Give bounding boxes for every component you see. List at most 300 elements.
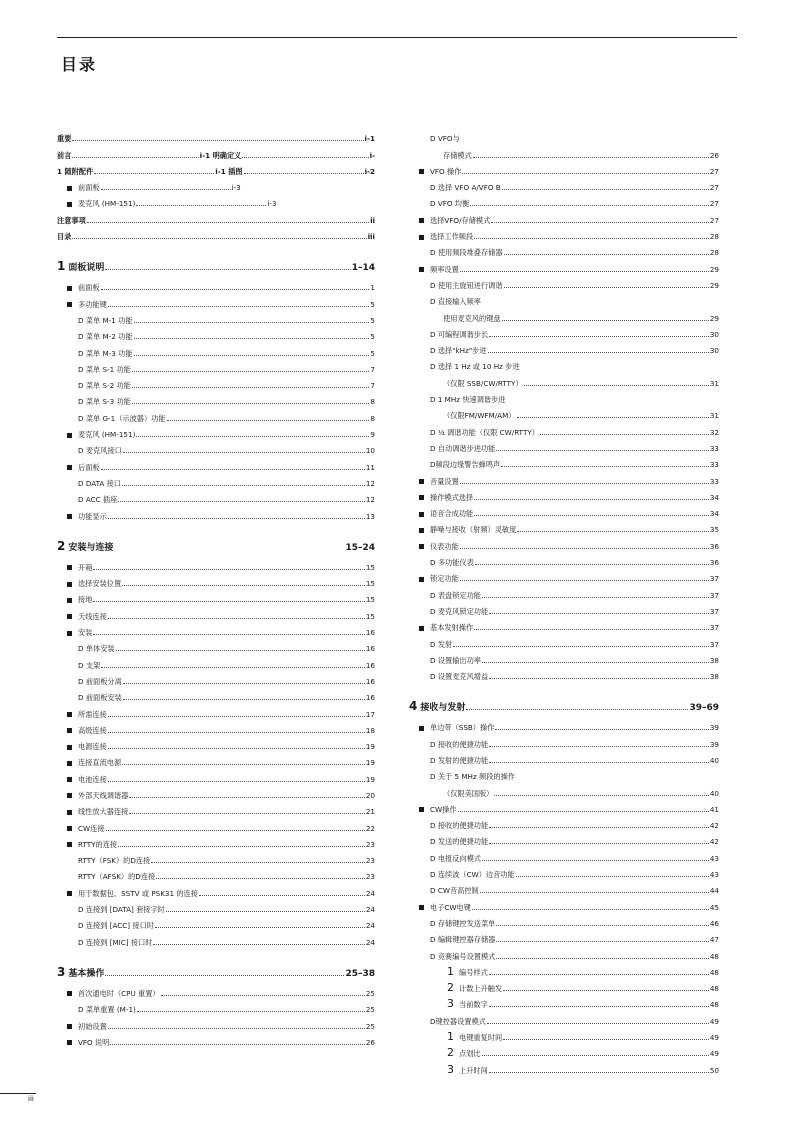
toc-entry[interactable] [57,160,375,176]
entry-title [67,463,100,472]
toc-entry[interactable] [409,665,719,681]
section-spacer [57,241,375,249]
entry-text: D 选择 VFO A/VFO B [430,183,501,193]
entry-page: 26 [365,1037,375,1047]
toc-entry[interactable] [57,406,375,422]
toc-entry[interactable] [409,798,719,814]
toc-entry[interactable] [409,306,719,322]
entry-page: 25 [365,1021,375,1031]
square-bullet-icon [419,544,424,549]
entry-page: 37 [709,574,719,584]
entry-text: VFO 说明 [78,1037,110,1047]
toc-entry[interactable] [409,632,719,648]
leader-dots [503,1039,709,1040]
entry-text: D 设置输出功率 [430,655,481,665]
entry-title [430,281,503,290]
entry-title [419,623,473,632]
toc-entry[interactable] [57,751,375,767]
entry-text: D 支架 [78,660,101,670]
leader-dots [489,827,709,828]
leader-dots [482,662,709,663]
toc-entry[interactable] [57,930,375,946]
toc-section-heading[interactable] [409,689,719,716]
entry-text: 功能显示 [78,511,107,521]
entry-text: 连接直流电源 [78,758,122,768]
toc-entry[interactable] [57,1014,375,1030]
toc-entry[interactable] [57,998,375,1014]
square-bullet-icon [67,842,72,847]
toc-entry[interactable] [57,982,375,998]
leader-dots [244,173,364,174]
toc-entry[interactable] [57,1031,375,1047]
leader-dots [134,355,370,356]
entry-text: 选择安装位置 [78,579,122,589]
toc-entry[interactable] [57,735,375,751]
entry-page: 22 [365,823,375,833]
toc-entry[interactable] [409,944,719,960]
square-bullet-icon [67,728,72,733]
entry-page: 40 [709,755,719,765]
toc-entry[interactable] [409,781,719,797]
entry-text: 所需连接 [78,709,107,719]
toc-entry[interactable] [409,453,719,469]
toc-entry[interactable] [57,865,375,881]
section-title-text: 面板说明 [68,263,105,274]
entry-title [430,558,474,567]
entry-text: D 菜单 S-2 功能 [78,381,131,391]
entry-page: i-3 [231,183,241,193]
toc-entry[interactable] [409,355,719,371]
toc-entry[interactable] [409,616,719,632]
leader-dots [123,452,365,453]
toc-entry[interactable] [57,702,375,718]
toc-entry[interactable] [409,961,719,977]
toc-entry[interactable] [57,621,375,637]
entry-text: 初始设置 [78,1021,107,1031]
toc-entry[interactable] [57,604,375,620]
entry-page: 43 [709,870,719,880]
toc-entry[interactable] [57,784,375,800]
square-bullet-icon [67,745,72,750]
entry-title [430,346,487,355]
entry-title [430,362,520,371]
leader-dots [155,927,365,928]
entry-page: 38 [709,655,719,665]
toc-entry[interactable] [57,455,375,471]
entry-title [67,824,105,833]
entry-text: 语音合成功能 [430,509,474,519]
entry-page: 45 [709,902,719,912]
toc-entry[interactable] [57,374,375,390]
leader-dots [504,287,709,288]
toc-entry[interactable] [409,127,719,143]
section-page-range: 39–69 [689,703,719,714]
entry-text: 重要 [57,134,72,144]
leader-dots [87,222,369,223]
entry-page: 37 [709,639,719,649]
section-page-range: 1–14 [351,263,375,274]
toc-entry[interactable] [409,1009,719,1025]
toc-entry[interactable] [409,830,719,846]
leader-dots [496,925,709,926]
toc-entry[interactable] [57,849,375,865]
leader-dots [494,795,709,796]
square-bullet-icon [67,761,72,766]
toc-entry[interactable] [57,833,375,849]
leader-dots [489,613,709,614]
entry-text: 使用麦克风的键盘 [443,313,501,323]
leader-dots [242,157,368,158]
toc-entry[interactable] [57,816,375,832]
entry-page: 23 [365,856,375,866]
entry-title [430,444,495,453]
entry-text: D 菜单 G-1（示波器）功能 [78,413,166,423]
toc-entry[interactable] [57,208,375,224]
toc-entry[interactable] [409,143,719,159]
leader-dots [108,781,365,782]
entry-title [430,837,488,846]
leader-dots [105,269,350,270]
square-bullet-icon [419,577,424,582]
entry-text: D ACC 插座 [78,495,118,505]
entry-text: 音量设置 [430,476,459,486]
square-bullet-icon [67,777,72,782]
entry-title [67,283,100,292]
section-title-text: 基本操作 [68,968,105,979]
entry-text: D 接收的便捷功能 [430,739,489,749]
entry-title [430,772,515,781]
entry-title [57,167,93,176]
entry-page: 18 [365,725,375,735]
toc-entry[interactable] [409,895,719,911]
toc-entry[interactable] [409,274,719,290]
toc-entry[interactable] [409,437,719,453]
toc-entry[interactable] [57,127,375,143]
toc-entry[interactable] [57,719,375,735]
entry-page: 15 [365,562,375,572]
entry-text: D 单体安装 [78,644,115,654]
entry-title [430,919,495,928]
entry-text: D 菜单 M-1 功能 [78,315,133,325]
entry-page: 31 [709,411,719,421]
entry-page: 37 [709,606,719,616]
entry-text: CW操作 [430,804,457,814]
entry-title [430,428,539,437]
leader-dots [123,699,365,700]
entry-text: VFO 操作 [430,166,462,176]
square-bullet-icon [67,631,72,636]
entry-page: 15 [365,595,375,605]
top-rule [57,37,737,38]
leader-dots [116,650,365,651]
step-number: 1 [447,1030,454,1044]
leader-dots [502,320,709,321]
toc-entry[interactable] [57,504,375,520]
toc-entry[interactable] [409,583,719,599]
entry-page: 33 [709,476,719,486]
entry-page: 24 [365,937,375,947]
entry-title [430,886,479,895]
entry-title [430,870,515,879]
entry-text: D 存储键控发送菜单 [430,918,496,928]
leader-dots [134,338,370,339]
toc-entry[interactable] [409,814,719,830]
entry-title [67,628,92,637]
entry-title [67,579,121,588]
entry-page: 21 [365,807,375,817]
toc-entry[interactable] [57,670,375,686]
toc-entry[interactable] [57,325,375,341]
section-spacer [409,681,719,689]
toc-entry[interactable] [57,192,375,208]
entry-page: 19 [365,742,375,752]
toc-entry[interactable] [57,176,375,192]
entry-text: 频率设置 [430,264,459,274]
section-spacer [57,521,375,529]
toc-entry[interactable] [409,749,719,765]
entry-page: 16 [365,644,375,654]
entry-title [447,964,488,978]
toc-entry[interactable] [57,556,375,572]
entry-text: 安装 [78,628,93,638]
toc-entry[interactable] [409,551,719,567]
entry-page: 12 [365,495,375,505]
toc-entry[interactable] [409,371,719,387]
entry-text: CW连接 [78,823,105,833]
entry-text: 电池连接 [78,774,107,784]
toc-entry[interactable] [57,686,375,702]
entry-page: 5 [370,299,375,309]
toc-right-column [409,127,719,1075]
entry-text: D 设置麦克风增益 [430,672,489,682]
toc-section-heading[interactable] [57,955,375,982]
square-bullet-icon [419,905,424,910]
leader-dots [489,1006,709,1007]
toc-entry[interactable] [409,469,719,485]
toc-entry[interactable] [409,1026,719,1042]
entry-title [57,232,71,241]
entry-title [67,710,107,719]
entry-page: 41 [709,804,719,814]
leader-dots [106,830,365,831]
toc-entry[interactable] [409,716,719,732]
toc-entry[interactable] [409,339,719,355]
entry-title [419,903,471,912]
entry-title [419,265,459,274]
leader-dots [72,157,198,158]
entry-text: 天线连接 [78,611,107,621]
toc-entry[interactable] [409,404,719,420]
toc-entry[interactable] [409,534,719,550]
leader-dots [475,564,709,565]
entry-page: 46 [709,918,719,928]
entry-title [78,316,133,325]
toc-entry[interactable] [57,423,375,439]
entry-text: 计数上升触发 [459,984,503,994]
toc-entry[interactable] [409,977,719,993]
entry-title [67,840,117,849]
entry-title [430,756,488,765]
toc-entry[interactable] [409,846,719,862]
entry-title [419,232,473,241]
leader-dots [474,238,709,239]
toc-entry[interactable] [57,572,375,588]
entry-title [67,889,198,898]
leader-dots [496,450,709,451]
entry-page: 28 [709,232,719,242]
toc-entry[interactable] [57,653,375,669]
toc-entry[interactable] [409,176,719,192]
entry-title [430,952,495,961]
toc-entry[interactable] [57,341,375,357]
leader-dots [489,1072,709,1073]
toc-entry[interactable] [409,765,719,781]
toc-entry[interactable] [409,192,719,208]
toc-entry[interactable] [57,767,375,783]
toc-section-heading[interactable] [57,529,375,556]
entry-title [67,791,128,800]
entry-title [67,199,135,208]
square-bullet-icon [67,891,72,896]
toc-entry[interactable] [57,637,375,653]
toc-entry[interactable] [409,241,719,257]
toc-entry[interactable] [409,323,719,339]
entry-page: 36 [709,541,719,551]
entry-title [78,1005,136,1014]
toc-entry[interactable] [409,1042,719,1058]
toc-entry[interactable] [57,276,375,292]
entry-text: D 前面板安装 [78,693,122,703]
toc-entry[interactable] [57,914,375,930]
entry-page: 49 [709,1049,719,1059]
entry-text: 电源连接 [78,742,107,752]
toc-entry[interactable] [57,800,375,816]
toc-entry[interactable] [57,358,375,374]
toc-entry[interactable] [409,225,719,241]
toc-entry[interactable] [57,390,375,406]
square-bullet-icon [67,582,72,587]
section-page-range: 25–38 [345,968,375,979]
toc-entry[interactable] [409,649,719,665]
toc-entry[interactable] [57,588,375,604]
toc-entry[interactable] [409,208,719,224]
entry-text: D 菜单 S-3 功能 [78,397,131,407]
entry-text: D 麦克风锁定功能 [430,606,489,616]
square-bullet-icon [419,528,424,533]
section-title [57,259,105,274]
toc-entry[interactable] [409,160,719,176]
toc-entry[interactable] [409,600,719,616]
entry-title [430,935,495,944]
entry-text: D 关于 5 MHz 频段的操作 [430,772,515,782]
leader-dots [101,667,365,668]
leader-dots [93,634,364,635]
toc-entry[interactable] [409,290,719,306]
toc-entry[interactable] [409,257,719,273]
entry-page: 10 [365,446,375,456]
entry-page: 42 [709,821,719,831]
toc-entry[interactable] [409,1058,719,1074]
entry-page: 42 [709,837,719,847]
leader-dots [524,385,709,386]
entry-text: D 选择"kHz"步进 [430,346,487,356]
entry-title [78,365,131,374]
entry-title [430,330,488,339]
toc-entry[interactable] [57,472,375,488]
entry-text: D 接收的便捷功能 [430,821,489,831]
section-number: 1 [57,259,66,274]
toc-entry[interactable] [57,225,375,241]
entry-text: 操作模式选择 [430,492,474,502]
entry-text: D CW音高控制 [430,886,479,896]
entry-title [78,693,122,702]
entry-page: 29 [709,313,719,323]
entry-title [419,167,461,176]
entry-page: 48 [709,1000,719,1010]
entry-page: i-1 插图 [215,166,243,176]
toc-entry[interactable] [409,502,719,518]
leader-dots [482,860,709,861]
square-bullet-icon [419,807,424,812]
toc-entry[interactable] [409,486,719,502]
toc-entry[interactable] [409,518,719,534]
entry-title [67,1022,107,1031]
toc-entry[interactable] [409,567,719,583]
toc-entry[interactable] [409,388,719,404]
entry-text: 上升时间 [459,1065,488,1075]
leader-dots [151,862,365,863]
entry-text: D键控器设置模式 [430,1016,486,1026]
leader-dots [93,601,364,602]
entry-page: 29 [709,264,719,274]
toc-entry[interactable] [57,488,375,504]
entry-text: 点划比 [459,1049,481,1059]
entry-title [430,134,460,143]
leader-dots [489,746,709,747]
square-bullet-icon [67,810,72,815]
entry-page: 34 [709,509,719,519]
entry-page: 37 [709,623,719,633]
toc-entry[interactable] [409,928,719,944]
leader-dots [136,436,369,437]
toc-entry[interactable] [57,439,375,455]
entry-page: ii [370,215,375,225]
entry-text: D 菜单重置 (M-1) [78,1005,136,1015]
leader-dots [101,289,370,290]
toc-entry[interactable] [57,143,375,159]
toc-entry[interactable] [57,309,375,325]
toc-section-heading[interactable] [57,249,375,276]
entry-page: 23 [365,872,375,882]
entry-text: （仅限美国版） [443,788,494,798]
toc-entry[interactable] [409,420,719,436]
toc-entry[interactable] [409,912,719,928]
leader-dots [110,1044,364,1045]
toc-entry[interactable] [57,881,375,897]
leader-dots [491,222,709,223]
toc-entry[interactable] [409,993,719,1009]
toc-entry[interactable] [409,863,719,879]
square-bullet-icon [67,598,72,603]
toc-entry[interactable] [57,898,375,914]
entry-text: D 麦克风接口 [78,446,122,456]
toc-entry[interactable] [57,292,375,308]
toc-entry[interactable] [409,879,719,895]
toc-entry[interactable] [409,732,719,748]
leader-dots [474,629,709,630]
square-bullet-icon [67,826,72,831]
entry-text: D ¹⁄₄ 调谐功能（仅限 CW/RTTY） [430,427,539,437]
